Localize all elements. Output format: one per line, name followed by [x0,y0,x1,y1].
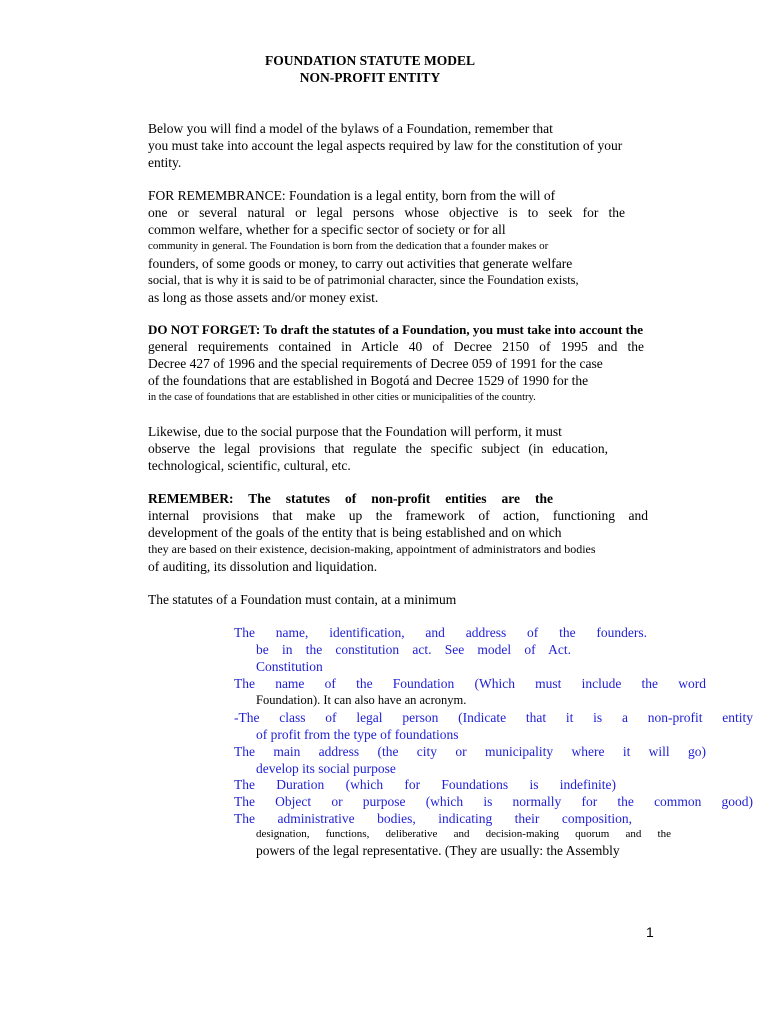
statutes-intro: The statutes of a Foundation must contain, at a minimum [148,592,457,607]
intro-line: Below you will find a model of the bylaws of a Foundation, remember that [148,121,553,136]
remember-heading: REMEMBER: The statutes of non-profit entities are the [148,491,553,506]
remembrance-line: common welfare, whether for a specific sector of society or for all [148,222,506,237]
remembrance-line: one or several natural or legal persons whose objective is to seek for the [148,205,625,220]
list-item: The main address (the city or municipality where it will go) [234,744,706,759]
remembrance-line: community in general. The Foundation is born from the dedication that a founder makes or [148,240,549,252]
list-item: The name, identification, and address of the founders. [234,625,647,640]
document-subtitle: NON-PROFIT ENTITY [299,70,441,85]
list-item: designation, functions, deliberative and decision-making quorum and the [256,828,671,840]
do-not-forget-line: in the case of foundations that are established in other cities or municipalities of the country. [148,392,536,403]
remember-line: internal provisions that make up the framework of action, functioning and [148,508,648,523]
remembrance-line: founders, of some goods or money, to carry out activities that generate welfare [148,256,573,271]
list-item: be in the constitution act. See model of Act. [256,642,571,657]
do-not-forget-line: Decree 427 of 1996 and the special requirements of Decree 059 of 1991 for the case [148,356,603,371]
list-item: The name of the Foundation (Which must include the word [234,676,706,691]
list-item: The administrative bodies, indicating their composition, [234,811,632,826]
remember-line: development of the goals of the entity that is being established and on which [148,525,562,540]
list-item: Constitution [256,659,323,674]
list-item: powers of the legal representative. (They are usually: the Assembly [256,843,620,858]
intro-line: you must take into account the legal aspects required by law for the constitution of your [148,138,623,153]
document-title: FOUNDATION STATUTE MODEL [264,53,476,68]
remembrance-line: as long as those assets and/or money exist. [148,290,379,305]
likewise-line: observe the legal provisions that regulate the specific subject (in education, [148,441,608,456]
likewise-line: Likewise, due to the social purpose that the Foundation will perform, it must [148,424,562,439]
remember-line: of auditing, its dissolution and liquidation. [148,559,378,574]
remember-line: they are based on their existence, decision-making, appointment of administrators and bodies [148,542,596,556]
list-item: The Object or purpose (which is normally for the common good) [234,794,753,809]
list-item: The Duration (which for Foundations is indefinite) [234,777,616,792]
remembrance-line: social, that is why it is said to be of patrimonial character, since the Foundation exists, [148,273,579,287]
remembrance-line: FOR REMEMBRANCE: Foundation is a legal entity, born from the will of [148,188,556,203]
page-number: 1 [646,924,654,940]
list-item: Foundation). It can also have an acronym. [256,693,467,707]
list-item: develop its social purpose [256,761,396,776]
intro-line: entity. [148,155,182,170]
likewise-line: technological, scientific, cultural, etc. [148,458,351,473]
list-item: of profit from the type of foundations [256,727,459,742]
do-not-forget-line: general requirements contained in Article 40 of Decree 2150 of 1995 and the [148,339,644,354]
do-not-forget-line: of the foundations that are established in Bogotá and Decree 1529 of 1990 for the [148,373,589,388]
list-item: -The class of legal person (Indicate that it is a non-profit entity [234,710,753,725]
do-not-forget-heading: DO NOT FORGET: To draft the statutes of a Foundation, you must take into account the [148,322,643,337]
